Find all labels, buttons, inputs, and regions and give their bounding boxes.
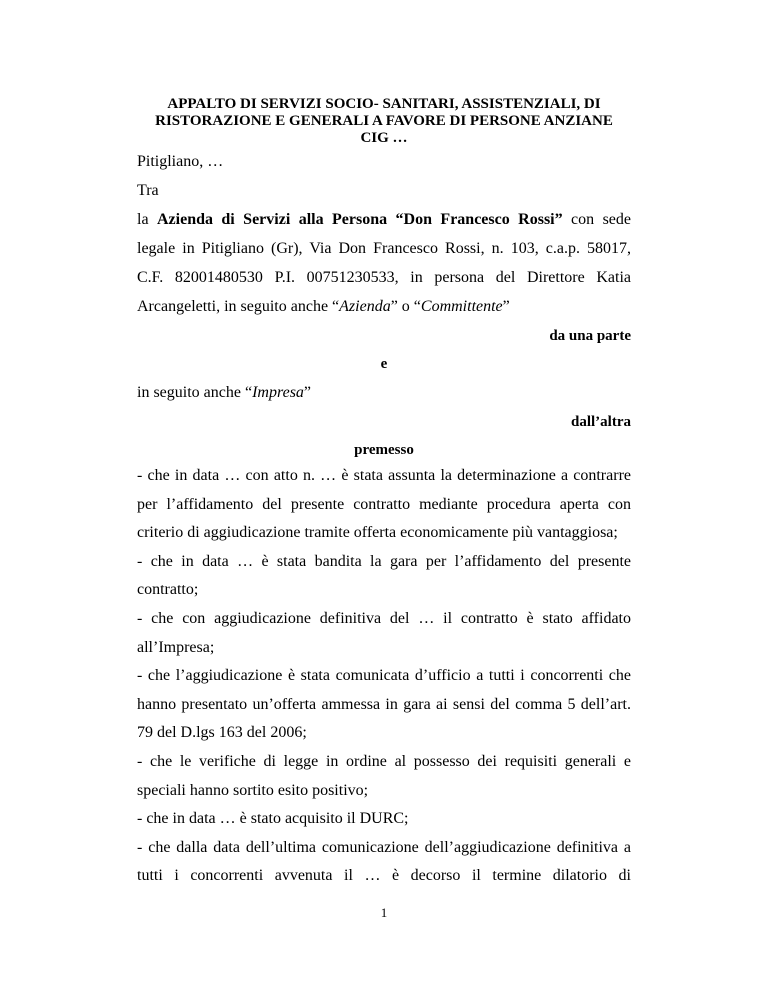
premise-line: - che in data … è stata bandita la gara per l’affidamento del presente <box>137 553 631 570</box>
premesso-heading: premesso <box>354 442 414 458</box>
premise-line: 79 del D.lgs 163 del 2006; <box>137 724 307 741</box>
premise-line: - che l’aggiudicazione è stata comunicata d’ufficio a tutti i concorrenti che <box>137 667 631 684</box>
title-line-2: RISTORAZIONE E GENERALI A FAVORE DI PERSONE ANZIANE <box>155 113 613 129</box>
party1-line-4 <box>137 297 631 317</box>
party1-line-1 <box>137 210 631 230</box>
party1-line-2: legale in Pitigliano (Gr), Via Don Francesco Rossi, n. 103, c.a.p. 58017, <box>137 240 631 257</box>
party1-prefix: la <box>137 211 157 228</box>
premise-line: hanno presentato un’offerta ammessa in gara ai sensi del comma 5 dell’art. <box>137 696 631 713</box>
premise-line: - che con aggiudicazione definitiva del … il contratto è stato affidato <box>137 610 631 627</box>
party1-line4-text-a: Arcangeletti, in seguito anche “ <box>137 298 340 315</box>
premise-line: - che in data … è stato acquisito il DURC; <box>137 810 409 827</box>
party1-line-3: C.F. 82001480530 P.I. 00751230533, in persona del Direttore Katia <box>137 269 631 286</box>
party1-line4-text-e: ” <box>502 298 510 315</box>
conjunction-e: e <box>380 356 388 372</box>
premise-line: - che dalla data dell’ultima comunicazione dell’aggiudicazione definitiva a <box>137 839 631 856</box>
party1-suffix: con sede <box>562 211 632 228</box>
premise-line: criterio di aggiudicazione tramite offerta economicamente più vantaggiosa; <box>137 524 618 541</box>
premise-line: - che in data … con atto n. … è stata assunta la determinazione a contrarre <box>137 467 631 484</box>
da-una-parte: da una parte <box>549 328 631 344</box>
place-date: Pitigliano, … <box>137 153 224 170</box>
page-number: 1 <box>380 905 388 920</box>
party1-name: Azienda di Servizi alla Persona “Don Francesco Rossi” <box>156 211 563 228</box>
premise-line: tutti i concorrenti avvenuta il … è decorso il termine dilatorio di <box>137 867 631 884</box>
committente-term: Committente <box>420 298 503 315</box>
premise-line: speciali hanno sortito esito positivo; <box>137 782 369 799</box>
azienda-term: Azienda <box>339 298 391 315</box>
party2-text-a: in seguito anche “ <box>137 384 253 401</box>
party1-line4-text-c: ” o “ <box>390 298 421 315</box>
document-title <box>110 96 658 147</box>
premise-line: - che le verifiche di legge in ordine al possesso dei requisiti generali e <box>137 753 631 770</box>
title-line-3: CIG … <box>360 130 408 146</box>
party2-text-c: ” <box>303 384 312 401</box>
premise-line: contratto; <box>137 581 199 598</box>
title-line-1: APPALTO DI SERVIZI SOCIO- SANITARI, ASSISTENZIALI, DI <box>167 96 601 112</box>
impresa-term: Impresa <box>252 384 304 401</box>
party2-line <box>137 383 631 403</box>
tra-label: Tra <box>137 182 159 199</box>
dall-altra: dall’altra <box>571 414 631 430</box>
premise-line: per l’affidamento del presente contratto mediante procedura aperta con <box>137 496 631 513</box>
premise-line: all’Impresa; <box>137 639 215 656</box>
